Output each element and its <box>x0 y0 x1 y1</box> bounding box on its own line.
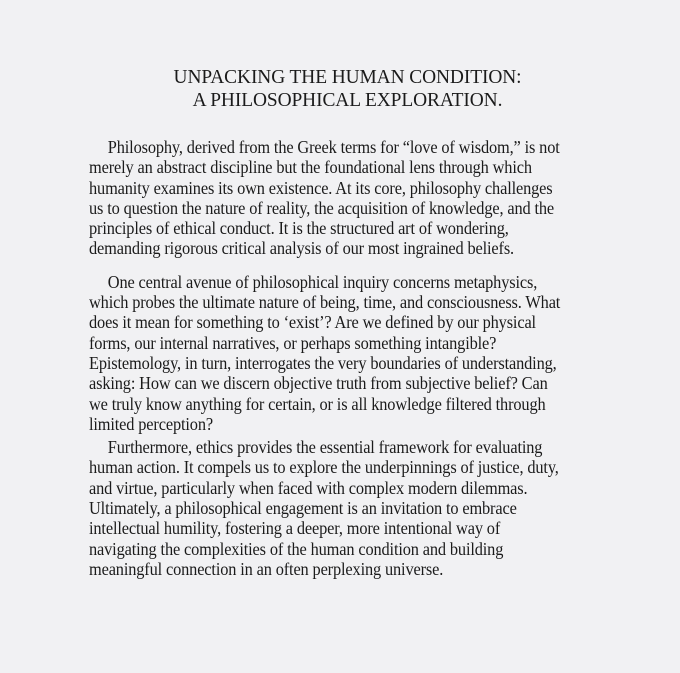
paragraph-line: principles of ethical conduct. It is the structured art of wondering, <box>89 218 509 239</box>
paragraph-line: which probes the ultimate nature of being, time, and consciousness. What <box>89 292 561 313</box>
paragraph-line: does it mean for something to ‘exist’? Are we defined by our physical <box>89 312 536 333</box>
paragraph-line: Philosophy, derived from the Greek terms for “love of wisdom,” is not <box>107 137 560 157</box>
paragraph-line: meaningful connection in an often perplexing universe. <box>89 558 444 579</box>
title-line-1: UNPACKING THE HUMAN CONDITION: <box>173 66 522 88</box>
paragraph-line: merely an abstract discipline but the foundational lens through which <box>89 157 532 178</box>
title-line-2: A PHILOSOPHICAL EXPLORATION. <box>192 89 503 111</box>
paragraph-line: asking: How can we discern objective truth from subjective belief? Can <box>89 373 548 394</box>
paragraph-line: human action. It compels us to explore the underpinnings of justice, duty, <box>89 457 559 478</box>
paragraph-line: Ultimately, a philosophical engagement is an invitation to embrace <box>89 498 517 519</box>
document-title <box>97 66 598 112</box>
paragraph-line: and virtue, particularly when faced with complex modern dilemmas. <box>89 477 528 498</box>
paragraph-3 <box>89 437 601 579</box>
paragraph-1 <box>89 137 601 259</box>
paragraph-line: intellectual humility, fostering a deeper, more intentional way of <box>89 518 501 539</box>
paragraph-line: limited perception? <box>89 413 213 434</box>
paragraph-line: we truly know anything for certain, or is all knowledge filtered through <box>89 393 546 414</box>
paragraph-line: us to question the nature of reality, the acquisition of knowledge, and the <box>89 197 555 218</box>
paragraph-line: Furthermore, ethics provides the essential framework for evaluating <box>107 437 543 458</box>
paragraph-line: Epistemology, in turn, interrogates the very boundaries of understanding, <box>89 352 557 373</box>
paragraph-line: demanding rigorous critical analysis of our most ingrained beliefs. <box>89 238 515 259</box>
paragraph-line: forms, our internal narratives, or perhaps something intangible? <box>89 332 497 353</box>
paragraph-2 <box>89 272 601 434</box>
paragraph-line: navigating the complexities of the human condition and building <box>89 538 504 559</box>
paragraph-line: humanity examines its own existence. At its core, philosophy challenges <box>89 177 553 198</box>
paragraph-line: One central avenue of philosophical inquiry concerns metaphysics, <box>107 271 538 292</box>
